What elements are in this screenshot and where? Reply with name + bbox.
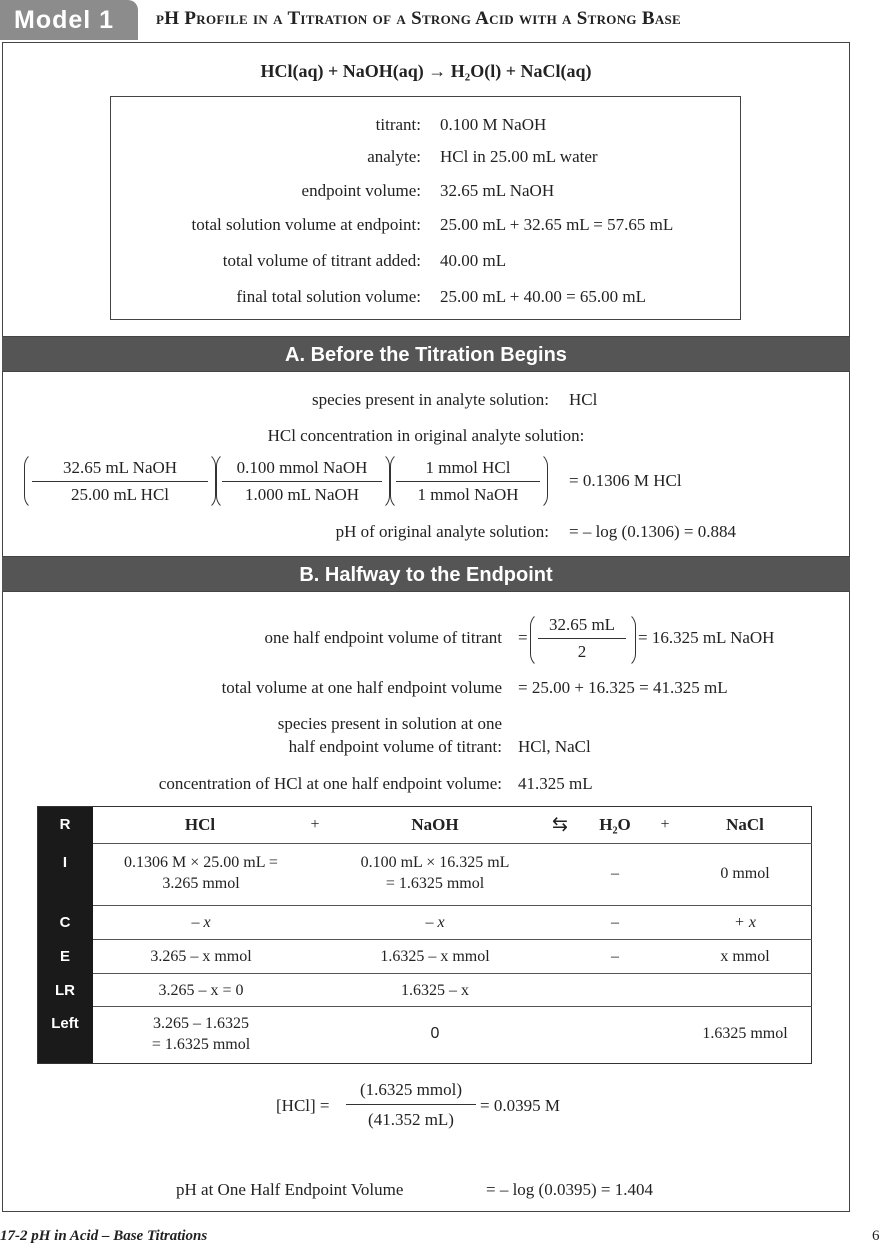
footer-page-label — [0, 1228, 207, 1245]
fraction-denominator: 25.00 mL HCl — [70, 485, 170, 504]
info-box — [110, 96, 741, 320]
table-divider — [93, 843, 812, 844]
info-label: analyte: — [367, 147, 421, 166]
species-label-line1: species present in solution at one — [277, 714, 502, 733]
ph-half-label: pH at One Half Endpoint Volume — [176, 1180, 404, 1199]
footer-text: 17-2 pH in Acid – Base Titrations — [0, 1228, 208, 1244]
header-plus: + — [660, 816, 670, 833]
info-value: HCl in 25.00 mL water — [440, 147, 598, 166]
initial-hcl: 0.1306 M × 25.00 mL = — [124, 854, 278, 871]
info-label: total volume of titrant added: — [222, 251, 421, 270]
table-divider — [93, 1006, 812, 1007]
half-equals: = — [518, 628, 528, 647]
ph-label: pH of original analyte solution: — [335, 522, 549, 541]
row-label-r: R — [59, 816, 71, 833]
result-denominator: (41.352 mL) — [368, 1110, 454, 1129]
fraction-denominator: 1 mmol NaOH — [417, 485, 519, 504]
info-label: final total solution volume: — [236, 287, 421, 306]
header-nacl: NaCl — [726, 815, 764, 834]
info-label: endpoint volume: — [301, 181, 421, 200]
fraction-numerator: 32.65 mL — [548, 615, 616, 634]
total-label: total volume at one half endpoint volume — [221, 678, 502, 697]
half-label: one half endpoint volume of titrant — [264, 628, 502, 647]
equilibrium-nacl: x mmol — [720, 948, 770, 965]
result-rhs: = 0.0395 M — [480, 1096, 560, 1115]
table-divider — [93, 905, 812, 906]
equilibrium-arrow-icon: ⇆ — [552, 814, 568, 835]
half-result: = 16.325 mL NaOH — [638, 628, 775, 647]
fraction-line — [222, 481, 382, 482]
fraction-numerator: 1 mmol HCl — [425, 458, 511, 477]
header-plus: + — [310, 816, 320, 833]
model-title: pH Profile in a Titration of a Strong Acid with a Strong Base — [156, 8, 682, 29]
change-naoh: – x — [425, 914, 445, 931]
section-a-header: A. Before the Titration Begins — [2, 336, 850, 372]
conc-label: HCl concentration in original analyte solution: — [267, 426, 585, 445]
total-value: = 25.00 + 16.325 = 41.325 mL — [518, 678, 728, 697]
equilibrium-hcl: 3.265 – x mmol — [150, 948, 252, 965]
initial-naoh: 0.100 mL × 16.325 mL — [360, 854, 510, 871]
limiting-hcl: 3.265 – x = 0 — [158, 982, 244, 999]
equilibrium-h2o: – — [611, 948, 619, 965]
equilibrium-naoh: 1.6325 – x mmol — [380, 948, 490, 965]
fraction-numerator: 32.65 mL NaOH — [62, 458, 178, 477]
conc-label: concentration of HCl at one half endpoint volume: — [158, 774, 502, 793]
result-numerator: (1.6325 mmol) — [360, 1080, 462, 1099]
fraction-line — [396, 481, 540, 482]
reaction-equation: HCl(aq) + NaOH(aq) → H₂O(l) + NaCl(aq) — [260, 61, 592, 81]
species-value: HCl, NaCl — [518, 737, 591, 756]
row-label-e: E — [59, 948, 70, 965]
species-label-line2: half endpoint volume of titrant: — [288, 737, 502, 756]
header-hcl: HCl — [184, 815, 216, 834]
table-divider — [93, 973, 812, 974]
section-b-header: B. Halfway to the Endpoint — [2, 556, 850, 592]
row-label-lr: LR — [55, 982, 75, 999]
model-tab: Model 1 — [0, 0, 138, 40]
change-h2o: – — [611, 914, 619, 931]
fraction-denominator: 2 — [577, 642, 587, 661]
left-naoh: 0 — [430, 1025, 440, 1042]
left-nacl: 1.6325 mmol — [702, 1025, 788, 1042]
initial-naoh: = 1.6325 mmol — [385, 875, 485, 892]
conc-value: 41.325 mL — [518, 774, 593, 793]
change-nacl: + x — [734, 914, 756, 931]
info-label: titrant: — [375, 115, 421, 134]
info-value: 32.65 mL NaOH — [440, 181, 555, 200]
limiting-naoh: 1.6325 – x — [401, 982, 469, 999]
fraction-line — [538, 638, 626, 639]
ph-value: = – log (0.1306) = 0.884 — [569, 522, 736, 541]
species-value: HCl — [569, 390, 598, 409]
footer-page-number: 6 — [872, 1228, 880, 1244]
row-label-i: I — [62, 854, 68, 871]
result-lhs: [HCl] = — [276, 1096, 330, 1115]
info-value: 25.00 mL + 32.65 mL = 57.65 mL — [440, 215, 674, 234]
species-label: species present in analyte solution: — [312, 390, 549, 409]
row-label-left: Left — [51, 1015, 79, 1032]
fraction-line — [32, 481, 208, 482]
ph-half-value: = – log (0.0395) = 1.404 — [486, 1180, 653, 1199]
fraction-numerator: 0.100 mmol NaOH — [236, 458, 368, 477]
info-value: 0.100 M NaOH — [440, 115, 547, 134]
left-hcl: = 1.6325 mmol — [151, 1036, 251, 1053]
row-label-c: C — [59, 914, 71, 931]
info-value: 40.00 mL — [440, 251, 507, 270]
initial-nacl: 0 mmol — [720, 865, 770, 882]
header-h2o: H₂O — [599, 815, 631, 834]
initial-h2o: – — [611, 865, 619, 882]
fraction-denominator: 1.000 mL NaOH — [244, 485, 360, 504]
initial-hcl: 3.265 mmol — [162, 875, 240, 892]
table-divider — [93, 939, 812, 940]
change-hcl: – x — [191, 914, 211, 931]
fraction-line — [346, 1104, 476, 1105]
left-hcl: 3.265 – 1.6325 — [153, 1015, 249, 1032]
header-naoh: NaOH — [411, 815, 459, 834]
info-value: 25.00 mL + 40.00 = 65.00 mL — [440, 287, 647, 306]
conc-result: = 0.1306 M HCl — [569, 471, 682, 490]
info-label: total solution volume at endpoint: — [191, 215, 421, 234]
